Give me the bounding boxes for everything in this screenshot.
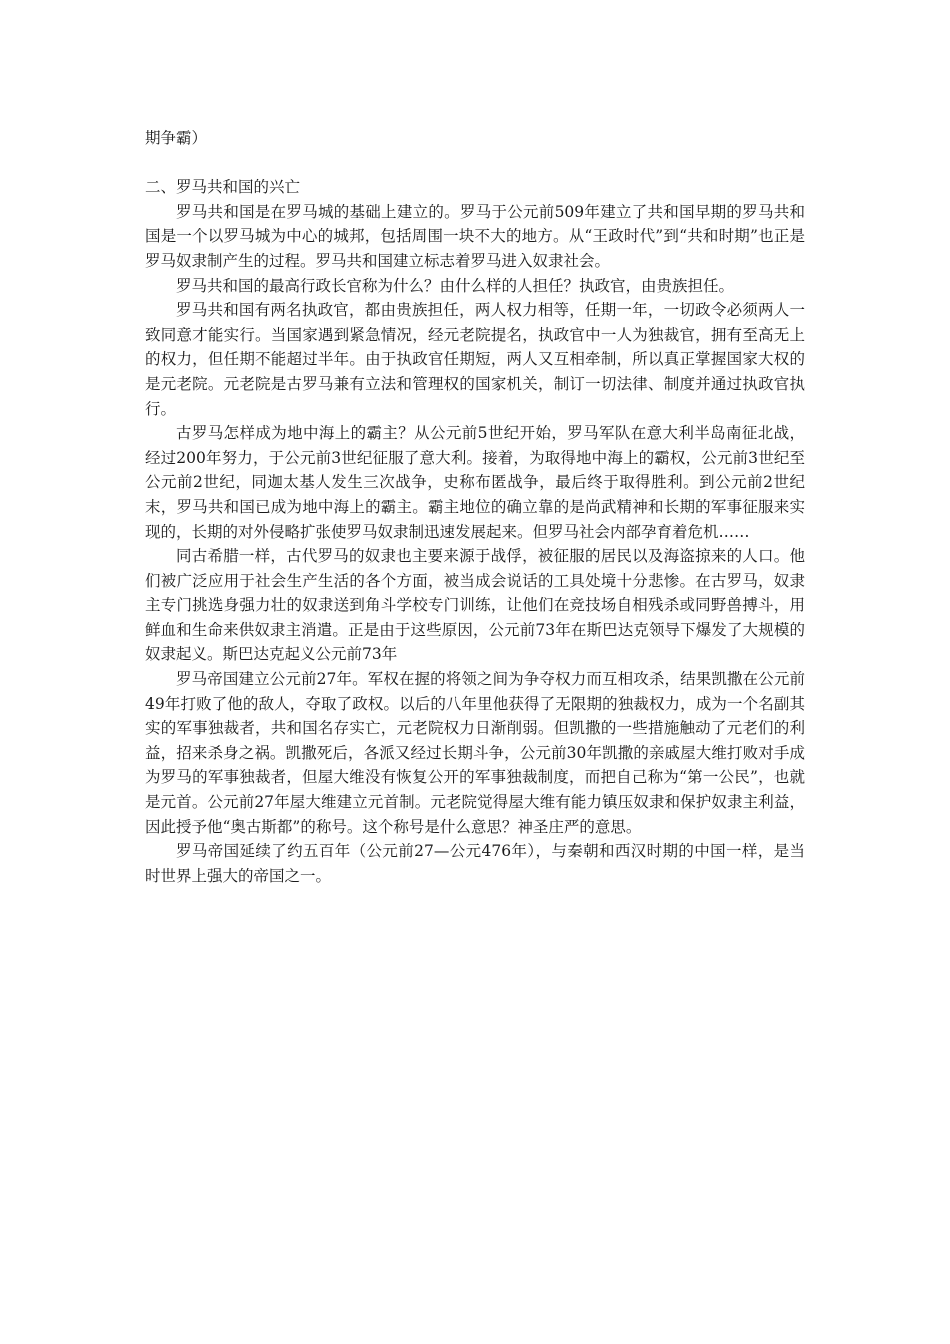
paragraph-empire-founding: 罗马帝国建立公元前27年。军权在握的将领之间为争夺权力而互相攻杀，结果凯撒在公元前49年打败了他的敌人，夺取了政权。以后的八年里他获得了无限期的独裁权力，成为一个名副其实的军事独裁者，共和国名存实亡，元老院权力日渐削弱。但凯撒的一些措施触动了元老们的利益，招来杀身之祸。凯撒死后，各派又经过长期斗争，公元前30年凯撒的亲戚屋大维打败对手成为罗马的军事独裁者，但屋大维没有恢复公开的军事独裁制度，而把自己称为“第一公民”，也就是元首。公元前27年屋大维建立元首制。元老院觉得屋大维有能力镇压奴隶和保护奴隶主利益，因此授予他“奥古斯都”的称号。这个称号是什么意思？神圣庄严的意思。	[145, 670, 805, 836]
section-heading: 二、罗马共和国的兴亡	[145, 178, 301, 197]
lead-line: 期争霸）	[145, 129, 208, 147]
paragraph-empire-duration: 罗马帝国延续了约五百年（公元前27—公元476年），与秦朝和西汉时期的中国一样，是当时世界上强大的帝国之一。	[145, 842, 805, 885]
document-body	[145, 126, 805, 888]
paragraph-consuls-senate: 罗马共和国有两名执政官，都由贵族担任，两人权力相等，任期一年，一切政令必须两人一致同意才能实行。当国家遇到紧急情况，经元老院提名，执政官中一人为独裁官，拥有至高无上的权力，但任期不能超过半年。由于执政官任期短，两人又互相牵制，所以真正掌握国家大权的是元老院。元老院是古罗马兼有立法和管理权的国家机关，制订一切法律、制度并通过执政官执行。	[145, 301, 805, 418]
blank-line	[145, 151, 805, 176]
paragraph-slaves-spartacus: 同古希腊一样，古代罗马的奴隶也主要来源于战俘，被征服的居民以及海盗掠来的人口。他们被广泛应用于社会生产生活的各个方面，被当成会说话的工具处境十分悲惨。在古罗马，奴隶主专门挑选身强力壮的奴隶送到角斗学校专门训练，让他们在竞技场自相残杀或同野兽搏斗，用鲜血和生命来供奴隶主消遣。正是由于这些原因，公元前73年在斯巴达克领导下爆发了大规模的奴隶起义。斯巴达克起义公元前73年	[145, 547, 805, 664]
paragraph-republic-founding: 罗马共和国是在罗马城的基础上建立的。罗马于公元前509年建立了共和国早期的罗马共和国是一个以罗马城为中心的城邦，包括周围一块不大的地方。从“王政时代”到“共和时期”也正是罗马奴隶制产生的过程。罗马共和国建立标志着罗马进入奴隶社会。	[145, 202, 805, 270]
paragraph-mediterranean-hegemony: 古罗马怎样成为地中海上的霸主？从公元前5世纪开始，罗马军队在意大利半岛南征北战，经过200年努力，于公元前3世纪征服了意大利。接着，为取得地中海上的霸权，公元前3世纪至公元前2世纪，同迦太基人发生三次战争，史称布匿战争，最后终于取得胜利。到公元前2世纪末，罗马共和国已成为地中海上的霸主。霸主地位的确立靠的是尚武精神和长期的军事征服来实现的，长期的对外侵略扩张使罗马奴隶制迅速发展起来。但罗马社会内部孕育着危机……	[145, 424, 805, 541]
paragraph-consul-question: 罗马共和国的最高行政长官称为什么？由什么样的人担任？执政官，由贵族担任。	[176, 276, 735, 295]
